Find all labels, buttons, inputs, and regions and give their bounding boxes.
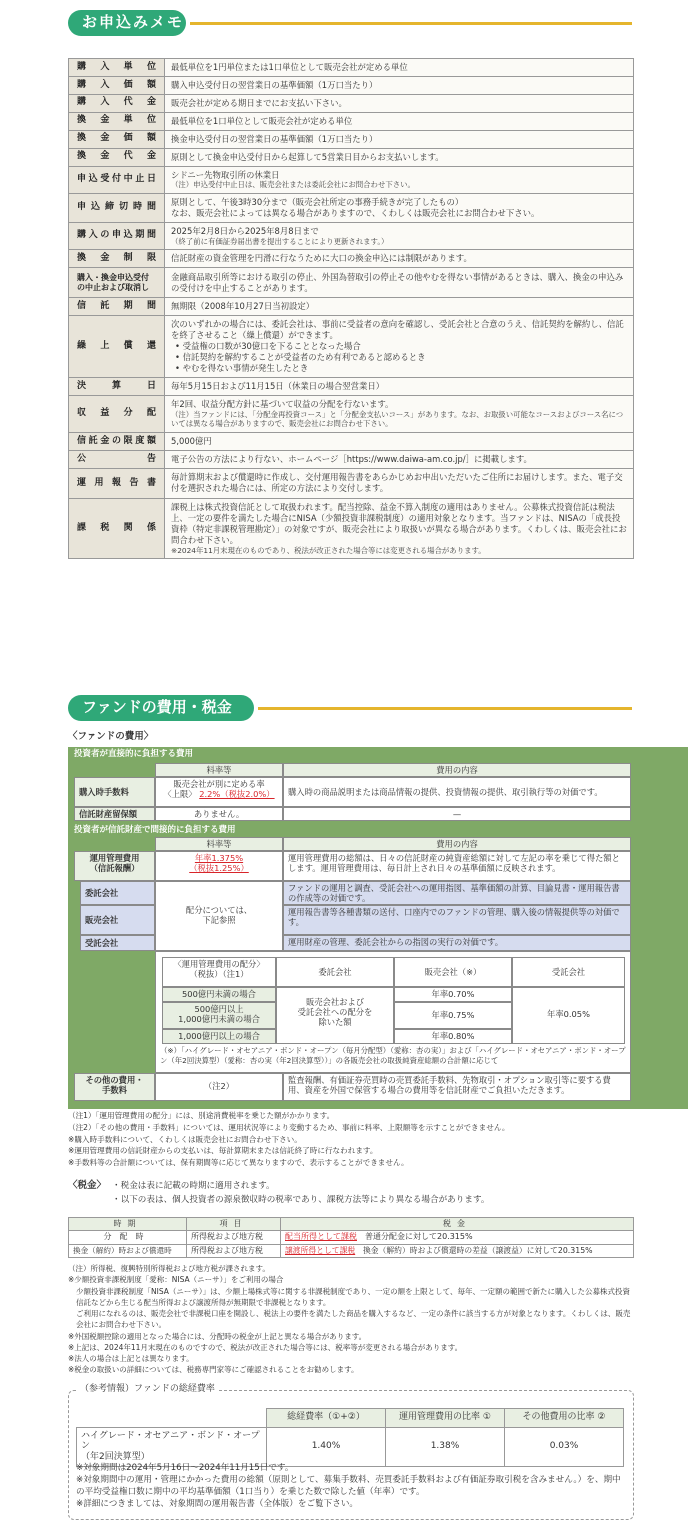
trust-company-label: 委託会社 (80, 881, 155, 905)
alloc-trust-line1: 販売会社および (305, 997, 365, 1007)
memo-row-note: （注）申込受付中止日は、販売会社または委託会社にお問合わせ下さい。 (171, 180, 415, 190)
memo-row (69, 316, 634, 378)
sales-company-content: 運用報告書等各種書類の送付、口座内でのファンドの管理、購入後の情報提供等の対価です。 (283, 905, 631, 935)
memo-row-text: 2025年2月8日から2025年8月8日まで (171, 225, 319, 236)
tax-r2-type: 譲渡所得として課税 (285, 1245, 356, 1255)
memo-row-label: 決算日 (69, 377, 165, 395)
note-line: 少額投資非課税制度「NISA（ニーサ）」は、少額上場株式等に関する非課税制度であり、一定の額を上限として、毎年、一定額の範囲で新たに購入した公募株式投資信託などから生じる配当所得および譲渡所得が無期限で非課税となります。 (76, 1286, 630, 1307)
ref-fund-line2: （年2回決算型） (81, 1452, 150, 1463)
memo-row-value (165, 450, 634, 468)
ref-fund-name (77, 1427, 267, 1466)
memo-row-label: 換金単位 (69, 112, 165, 130)
memo-row (69, 395, 634, 432)
memo-row-value (165, 148, 634, 166)
bullet-dot-icon: • (175, 341, 183, 352)
memo-bullet (171, 341, 627, 352)
memo-row-value (165, 395, 634, 432)
memo-row (69, 76, 634, 94)
note-line: ※上記は、2024年11月末現在のものですので、税法が改正された場合等には、税率等が変更される場合があります。 (68, 1342, 463, 1352)
memo-title-rule (190, 22, 632, 25)
memo-row-label: 繰上償還 (69, 316, 165, 378)
buy-rate-line2 (160, 790, 278, 800)
alloc-custody-value: 年率0.05% (512, 987, 625, 1044)
memo-row-text: 電子公告の方法により行ない、ホームページ［https://www.daiwa-am.co.jp/］に掲載します。 (171, 453, 532, 464)
bullet-dot-icon: • (175, 352, 183, 363)
alloc-head-trust: 委託会社 (276, 957, 394, 987)
fees-subtitle: 〈ファンドの費用〉 (68, 731, 154, 742)
ref-value-total: 1.40% (267, 1427, 386, 1466)
memo-row-text: 毎計算期末および償還時に作成し、交付運用報告書をあらかじめお申出いただいたご住所にお届けします。また、電子交付を選択された場合には、所定の方法により交付します。 (171, 472, 623, 494)
alloc-sales-2: 年率0.75% (394, 1002, 512, 1029)
memo-row-value (165, 468, 634, 498)
tax-r1-time: 分配時 (69, 1231, 187, 1244)
buy-fee-rate (155, 777, 283, 807)
note-line: ※詳細につきましては、対象期間の運用報告書（全体版）をご覧下さい。 (76, 1499, 359, 1510)
note-line: ※少額投資非課税制度「愛称：NISA（ニーサ）」をご利用の場合 (68, 1275, 284, 1285)
buy-rate-cap-value: 2.2%（税抜2.0%） (199, 788, 275, 799)
memo-row-label: 購入単位 (69, 59, 165, 77)
ref-head-total: 総経費率（①+②） (267, 1409, 386, 1428)
note-line: ※外国税額控除の適用となった場合には、分配時の税金が上記と異なる場合があります。 (68, 1331, 367, 1341)
tax-head-tax: 税金 (281, 1218, 634, 1231)
memo-row-value (165, 222, 634, 250)
memo-row-label: 課税関係 (69, 498, 165, 558)
tax-r1-tax (281, 1231, 634, 1244)
tax-notes (68, 1263, 634, 1376)
alloc-head-line2: （税抜）（注1） (189, 968, 249, 979)
ref-value-other: 0.03% (505, 1427, 624, 1466)
tax-bullet-2: ・以下の表は、個人投資者の源泉徴収時の税率であり、課税方法等により異なる場合があります。 (112, 1195, 490, 1205)
note-line: ご利用になれるのは、販売会社で非課税口座を開設し、税法上の要件を満たした商品を購入するなど、一定の条件に該当する方が対象となります。くわしくは、販売会社にお問合わせ下さい。 (76, 1309, 631, 1330)
memo-bullet-text: 信託契約を解約することが受益者のため有利であると認めるとき (182, 352, 426, 363)
reference-table (76, 1408, 624, 1467)
memo-row-note: （注）当ファンドには、「分配金再投資コース」と「分配金支払いコース」があります。なお、お取扱い可能なコースおよびコース名については異なる場合がありますので、販売会社にお問合わせ下さい。 (171, 409, 624, 429)
mgmt-rate-line1: 年率1.375% (194, 853, 244, 863)
memo-row-label: 収益分配 (69, 395, 165, 432)
memo-row-text: 5,000億円 (171, 436, 212, 447)
memo-row-label: 購入の申込期間 (69, 222, 165, 250)
memo-row-value (165, 433, 634, 451)
alloc-row-2 (162, 1002, 276, 1029)
other-fee-content: 監査報酬、有価証券売買時の売買委託手数料、先物取引・オプション取引等に要する費用、資産を外国で保管する場合の費用等を信託財産でご負担いただきます。 (283, 1073, 631, 1101)
note-line: ※運用管理費用の信託財産からの支払いは、毎計算期末または信託終了時に行なわれます。 (68, 1146, 378, 1156)
note-line: ※対象期間中の運用・管理にかかった費用の総額（原則として、募集手数料、売買委託手数料および有価証券取引税を含みません。）を、期中の平均受益権口数に期中の平均基準価額（1口当り）を乗じた数で除した値（年率）です。 (76, 1475, 621, 1498)
memo-row-label: 公告 (69, 450, 165, 468)
memo-row-value (165, 498, 634, 558)
memo-row-value (165, 298, 634, 316)
memo-row-text: 年2回、収益分配方針に基づいて収益の分配を行ないます。 (171, 398, 394, 409)
note-line: ※税金の取扱いの詳細については、税務専門家等にご確認されることをお勧めします。 (68, 1365, 359, 1375)
memo-row (69, 250, 634, 268)
direct-col-rate: 料率等 (155, 763, 283, 777)
alloc-note: （※）「ハイグレード・オセアニア・ボンド・オープン（毎月分配型）（愛称：杏の実）」および「ハイグレード・オセアニア・ボンド・オープン（年2回決算型）（愛称：杏の実（年2回決算型））」の各販売会社の取扱純資産総額の合計額に応じて (160, 1046, 626, 1065)
alloc-trust-line3: 除いた額 (318, 1016, 352, 1027)
memo-row-text: 金融商品取引所等における取引の停止、外国為替取引の停止その他やむを得ない事情があるときは、購入、換金の申込みの受付けを中止することがあります。 (171, 271, 624, 293)
memo-row-label: 換金制限 (69, 250, 165, 268)
ref-head-mgmt: 運用管理費用の比率 ① (386, 1409, 505, 1428)
memo-row-label: 購入価額 (69, 76, 165, 94)
memo-row-text: 信託財産の資金管理を円滑に行なうために大口の換金申込には制限があります。 (171, 253, 472, 264)
memo-row-text: 換金申込受付日の翌営業日の基準価額（1万口当たり） (171, 133, 378, 144)
memo-row-value (165, 268, 634, 298)
indirect-col-content: 費用の内容 (283, 837, 631, 851)
reserve-rate: ありません。 (155, 807, 283, 821)
memo-row-value (165, 76, 634, 94)
other-fee-rate: （注2） (155, 1073, 283, 1101)
tax-r2-text: 換金（解約）時および償還時の差益（譲渡益）に対して20.315% (362, 1245, 593, 1255)
memo-row-label: 購入代金 (69, 94, 165, 112)
memo-table (68, 58, 634, 559)
memo-row-text: シドニー先物取引所の休業日 (171, 169, 280, 180)
memo-row-label: 換金代金 (69, 148, 165, 166)
ref-value-mgmt: 1.38% (386, 1427, 505, 1466)
note-line: （注）所得税、復興特別所得税および地方税が課されます。 (68, 1264, 270, 1273)
memo-row (69, 130, 634, 148)
alloc-rate-line2: 下記参照 (202, 914, 236, 925)
direct-col-content: 費用の内容 (283, 763, 631, 777)
ref-fund-line1: ハイグレード・オセアニア・ボンド・オープン (81, 1430, 260, 1452)
memo-row-text-2: なお、販売会社によっては異なる場合がありますので、くわしくは販売会社にお問合わせ下さい。 (171, 208, 540, 218)
note-line: ※対象期間は2024年5月16日～2024年11月15日です。 (76, 1463, 294, 1473)
fee-notes (68, 1110, 634, 1169)
reference-notes (76, 1462, 626, 1510)
tax-r2-item: 所得税および地方税 (187, 1244, 281, 1257)
memo-row-text: 原則として換金申込受付日から起算して5営業日目からお支払いします。 (171, 151, 444, 162)
memo-row-value (165, 166, 634, 194)
memo-row-label: 申込受付中止日 (69, 166, 165, 194)
memo-row-label: 運用報告書 (69, 468, 165, 498)
indirect-fee-bar: 投資者が信託財産で間接的に負担する費用 (68, 823, 242, 837)
memo-row-label: 信託金の限度額 (69, 433, 165, 451)
alloc-head-custody: 受託会社 (512, 957, 625, 987)
tax-head-time: 時期 (69, 1218, 187, 1231)
memo-row-note: ※2024年11月末現在のものであり、税法が改正された場合等には変更される場合があります。 (171, 545, 486, 555)
alloc-row-2-line1: 500億円以上 (194, 1004, 244, 1014)
memo-row (69, 112, 634, 130)
memo-row-label: 購入・換金申込受付の中止および取消し (69, 268, 165, 298)
note-line: （注2）「その他の費用・手数料」については、運用状況等により変動するため、事前に料率、上限額等を示すことができません。 (68, 1122, 510, 1132)
memo-row-text: 毎年5月15日および11月15日（休業日の場合翌営業日） (171, 380, 385, 391)
bullet-dot-icon: • (175, 363, 183, 373)
tax-table (68, 1217, 634, 1258)
memo-row-text: 最低単位を1円単位または1口単位として販売会社が定める単位 (171, 62, 408, 72)
tax-r2-tax (281, 1244, 634, 1257)
alloc-sales-1: 年率0.70% (394, 987, 512, 1002)
fee-panel (68, 747, 688, 1109)
memo-row-value (165, 112, 634, 130)
memo-row (69, 498, 634, 558)
memo-row (69, 433, 634, 451)
tax-r1-type: 配当所得として課税 (285, 1232, 357, 1242)
memo-bullet-text: やむを得ない事情が発生したとき (182, 363, 309, 373)
note-line: （注1）「運用管理費用の配分」には、別途消費税率を乗じた額がかかります。 (68, 1111, 335, 1120)
memo-row (69, 148, 634, 166)
fees-section-title: ファンドの費用・税金 (68, 695, 254, 721)
alloc-head-sales: 販売会社（※） (394, 957, 512, 987)
alloc-trust-line2: 受託会社への配分を (297, 1006, 373, 1017)
buy-fee-content: 購入時の商品説明または商品情報の提供、投資情報の提供、取引執行等の対価です。 (283, 777, 631, 807)
memo-row (69, 59, 634, 77)
memo-bullet-text: 受益権の口数が30億口を下ることとなった場合 (182, 341, 361, 352)
memo-row (69, 468, 634, 498)
other-fee-label (74, 1073, 155, 1101)
buy-fee-label: 購入時手数料 (74, 777, 155, 807)
alloc-trust-value (276, 987, 394, 1044)
memo-row-text: 購入申込受付日の翌営業日の基準価額（1万口当たり） (171, 79, 378, 90)
mgmt-fee-content: 運用管理費用の総額は、日々の信託財産の純資産総額に対して左記の率を乗じて得た額とします。運用管理費用は、毎日計上され日々の基準価額に反映されます。 (283, 851, 631, 881)
alloc-row-1: 500億円未満の場合 (162, 987, 276, 1002)
memo-row-text: 次のいずれかの場合には、委託会社は、事前に受益者の意向を確認し、受託会社と合意のうえ、信託契約を解約し、信託を終了させること（繰上償還）ができます。 (171, 319, 624, 341)
memo-row-value (165, 250, 634, 268)
custody-company-content: 運用財産の管理、委託会社からの指図の実行の対価です。 (283, 935, 631, 951)
buy-rate-cap-label: 〈上限〉 (163, 788, 197, 799)
direct-fee-bar: 投資者が直接的に負担する費用 (68, 747, 688, 761)
note-line: ※法人の場合は上記とは異なります。 (68, 1354, 194, 1363)
tax-r1-text: 普通分配金に対して20.315% (365, 1232, 473, 1242)
custody-company-label: 受託会社 (80, 935, 155, 951)
tax-r2-time: 換金（解約）時および償還時 (69, 1244, 187, 1257)
tax-subtitle: 〈税金〉 (68, 1180, 107, 1191)
ref-corner (77, 1409, 267, 1428)
memo-row-value (165, 130, 634, 148)
memo-bullet (171, 363, 627, 374)
alloc-row-2-line2: 1,000億円未満の場合 (178, 1013, 260, 1024)
memo-row (69, 94, 634, 112)
memo-row-note: （終了前に有価証券届出書を提出することにより更新されます。） (171, 236, 389, 246)
alloc-sales-3: 年率0.80% (394, 1029, 512, 1044)
alloc-head-title (162, 957, 276, 987)
trust-company-content: ファンドの運用と調査、受託会社への運用指図、基準価額の計算、目論見書・運用報告書の作成等の対価です。 (283, 881, 631, 905)
mgmt-fee-rate (155, 851, 283, 881)
alloc-row-3: 1,000億円以上の場合 (162, 1029, 276, 1044)
memo-section-title: お申込みメモ (68, 10, 186, 36)
memo-row (69, 450, 634, 468)
memo-row-text: 原則として、午後3時30分まで（販売会社所定の事務手続きが完了したもの） (171, 197, 464, 208)
other-label-line1: その他の費用・ (85, 1075, 144, 1085)
memo-row-label: 信託期間 (69, 298, 165, 316)
reserve-content: — (283, 807, 631, 821)
mgmt-rate-line2: （税抜1.25%） (189, 862, 249, 873)
memo-bullet (171, 352, 627, 363)
memo-row-text: 最低単位を1口単位として販売会社が定める単位 (171, 115, 353, 126)
reserve-label: 信託財産留保額 (74, 807, 155, 821)
memo-row-value (165, 94, 634, 112)
note-line: ※手数料等の合計額については、保有期間等に応じて異なりますので、表示することができません。 (68, 1158, 409, 1168)
note-line: ※購入時手数料について、くわしくは販売会社にお問合わせ下さい。 (68, 1134, 302, 1144)
memo-row-text: 課税上は株式投資信託として取扱われます。配当控除、益金不算入制度の適用はありません。公募株式投資信託は税法上、一定の要件を満たした場合にNISA（少額投資非課税制度）の適用対象となります。当ファンドは、NISAの「成長投資枠（特定非課税管理勘定）」の対象ですが、販売会社により取扱いが異なる場合があります。くわしくは、販売会社にお問合わせ下さい。 (171, 501, 627, 545)
memo-row (69, 298, 634, 316)
mgmt-label-line1: 運用管理費用 (89, 853, 140, 863)
memo-row (69, 222, 634, 250)
memo-row (69, 377, 634, 395)
memo-row-value (165, 194, 634, 223)
memo-row-value (165, 316, 634, 378)
alloc-head-line1: 〈運用管理費用の配分〉 (173, 959, 265, 969)
memo-row-label: 申込締切時間 (69, 194, 165, 223)
memo-row-value (165, 377, 634, 395)
ref-head-other: その他費用の比率 ② (505, 1409, 624, 1428)
memo-row-text: 販売会社が定める期日までにお支払い下さい。 (171, 97, 347, 108)
memo-row (69, 194, 634, 223)
alloc-rate-line1: 配分については、 (185, 905, 253, 915)
memo-row-text: 無期限（2008年10月27日当初設定） (171, 301, 315, 312)
indirect-col-rate: 料率等 (155, 837, 283, 851)
memo-row-label: 換金価額 (69, 130, 165, 148)
other-label-line2: 手数料 (102, 1084, 127, 1095)
tax-head-item: 項目 (187, 1218, 281, 1231)
mgmt-label-line2: （信託報酬） (89, 862, 140, 873)
tax-bullet-1: ・税金は表に記載の時期に適用されます。 (112, 1181, 275, 1191)
reference-title: （参考情報）ファンドの総経費率 (76, 1384, 219, 1396)
alloc-rate-note (155, 881, 283, 951)
buy-rate-line1: 販売会社が別に定める率 (173, 779, 265, 789)
memo-row (69, 166, 634, 194)
sales-company-label: 販売会社 (80, 905, 155, 935)
mgmt-fee-label (74, 851, 155, 881)
tax-r1-item: 所得税および地方税 (187, 1231, 281, 1244)
memo-row (69, 268, 634, 298)
memo-row-value (165, 59, 634, 77)
fees-title-rule (258, 707, 632, 710)
